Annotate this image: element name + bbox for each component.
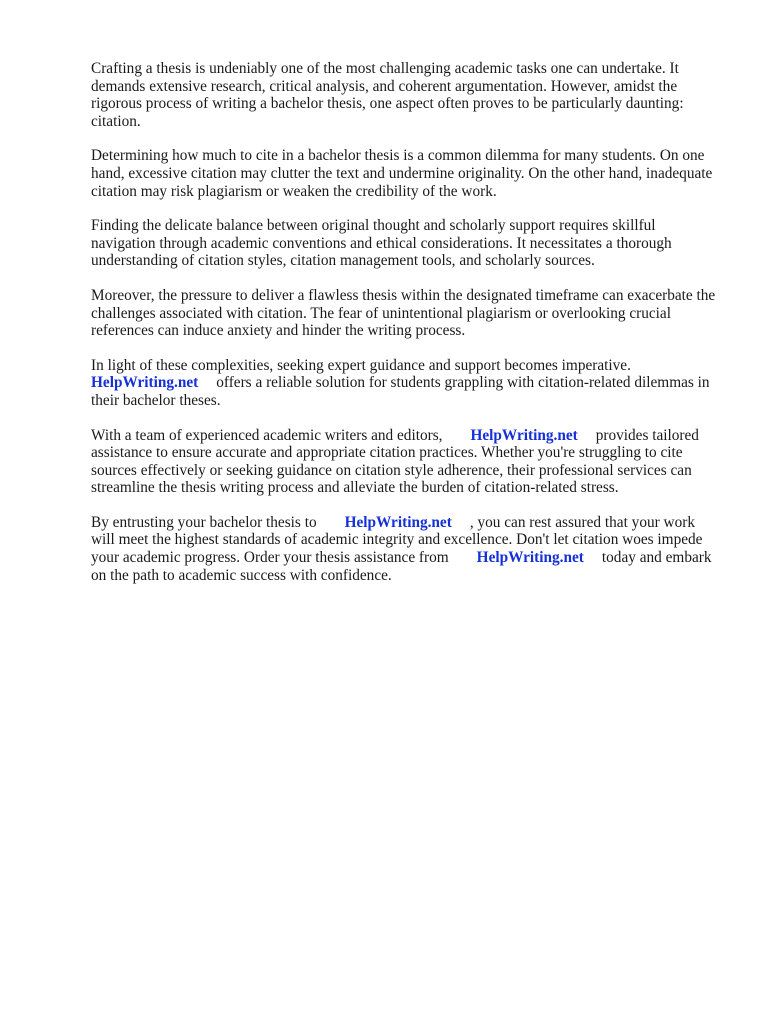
paragraph-intro — [91, 60, 716, 130]
helpwriting-link-2[interactable]: HelpWriting.net — [470, 426, 578, 444]
paragraph-entrust-text-before: By entrusting your bachelor thesis to — [91, 513, 317, 531]
paragraph-pressure-text: Moreover, the pressure to deliver a flawless thesis within the designated timeframe can exacerbate the challenges associated with citation. The fear of unintentional plagiarism or overlooking crucial references can induce anxiety and hinder the writing process. — [91, 286, 716, 340]
paragraph-dilemma-text: Determining how much to cite in a bachelor thesis is a common dilemma for many students. On one hand, excessive citation may clutter the text and undermine originality. On the other hand, inadequate citation may risk plagiarism or weaken the credibility of the work. — [91, 147, 713, 200]
paragraph-team — [91, 427, 716, 497]
paragraph-entrust-text-after: today and embark on the path to academic success with confidence. — [91, 549, 712, 584]
paragraph-pressure — [91, 287, 716, 340]
paragraph-team-text-before: With a team of experienced academic writers and editors, — [91, 426, 443, 444]
paragraph-entrust-text-middle: , you can rest assured that your work will meet the highest standards of academic integrity and excellence. Don't let citation woes impede your academic progress. Order your thesis assistance from — [91, 513, 703, 567]
paragraph-guidance-text-after: offers a reliable solution for students grappling with citation-related dilemmas in their bachelor theses. — [91, 374, 710, 409]
paragraph-dilemma — [91, 147, 716, 200]
helpwriting-link-3[interactable]: HelpWriting.net — [344, 513, 452, 531]
helpwriting-link-1[interactable]: HelpWriting.net — [91, 374, 199, 392]
paragraph-guidance — [91, 357, 716, 410]
paragraph-guidance-text-before: In light of these complexities, seeking expert guidance and support becomes imperative. — [91, 356, 631, 374]
paragraph-entrust — [91, 514, 716, 584]
helpwriting-link-4[interactable]: HelpWriting.net — [476, 549, 584, 567]
paragraph-team-text-after: provides tailored assistance to ensure accurate and appropriate citation practices. Whether you're struggling to cite sources effectively or seeking guidance on citation style adherence, their professional services can streamline the thesis writing process and alleviate the burden of citation-related stress. — [91, 426, 699, 497]
paragraph-balance-text: Finding the delicate balance between original thought and scholarly support requires skillful navigation through academic conventions and ethical considerations. It necessitates a thorough understanding of citation styles, citation management tools, and scholarly sources. — [91, 217, 672, 270]
paragraph-balance — [91, 217, 716, 270]
document-body — [91, 60, 716, 601]
paragraph-intro-text: Crafting a thesis is undeniably one of the most challenging academic tasks one can undertake. It demands extensive research, critical analysis, and coherent argumentation. However, amidst the rigorous process of writing a bachelor thesis, one aspect often proves to be particularly daunting: citation. — [91, 60, 684, 130]
